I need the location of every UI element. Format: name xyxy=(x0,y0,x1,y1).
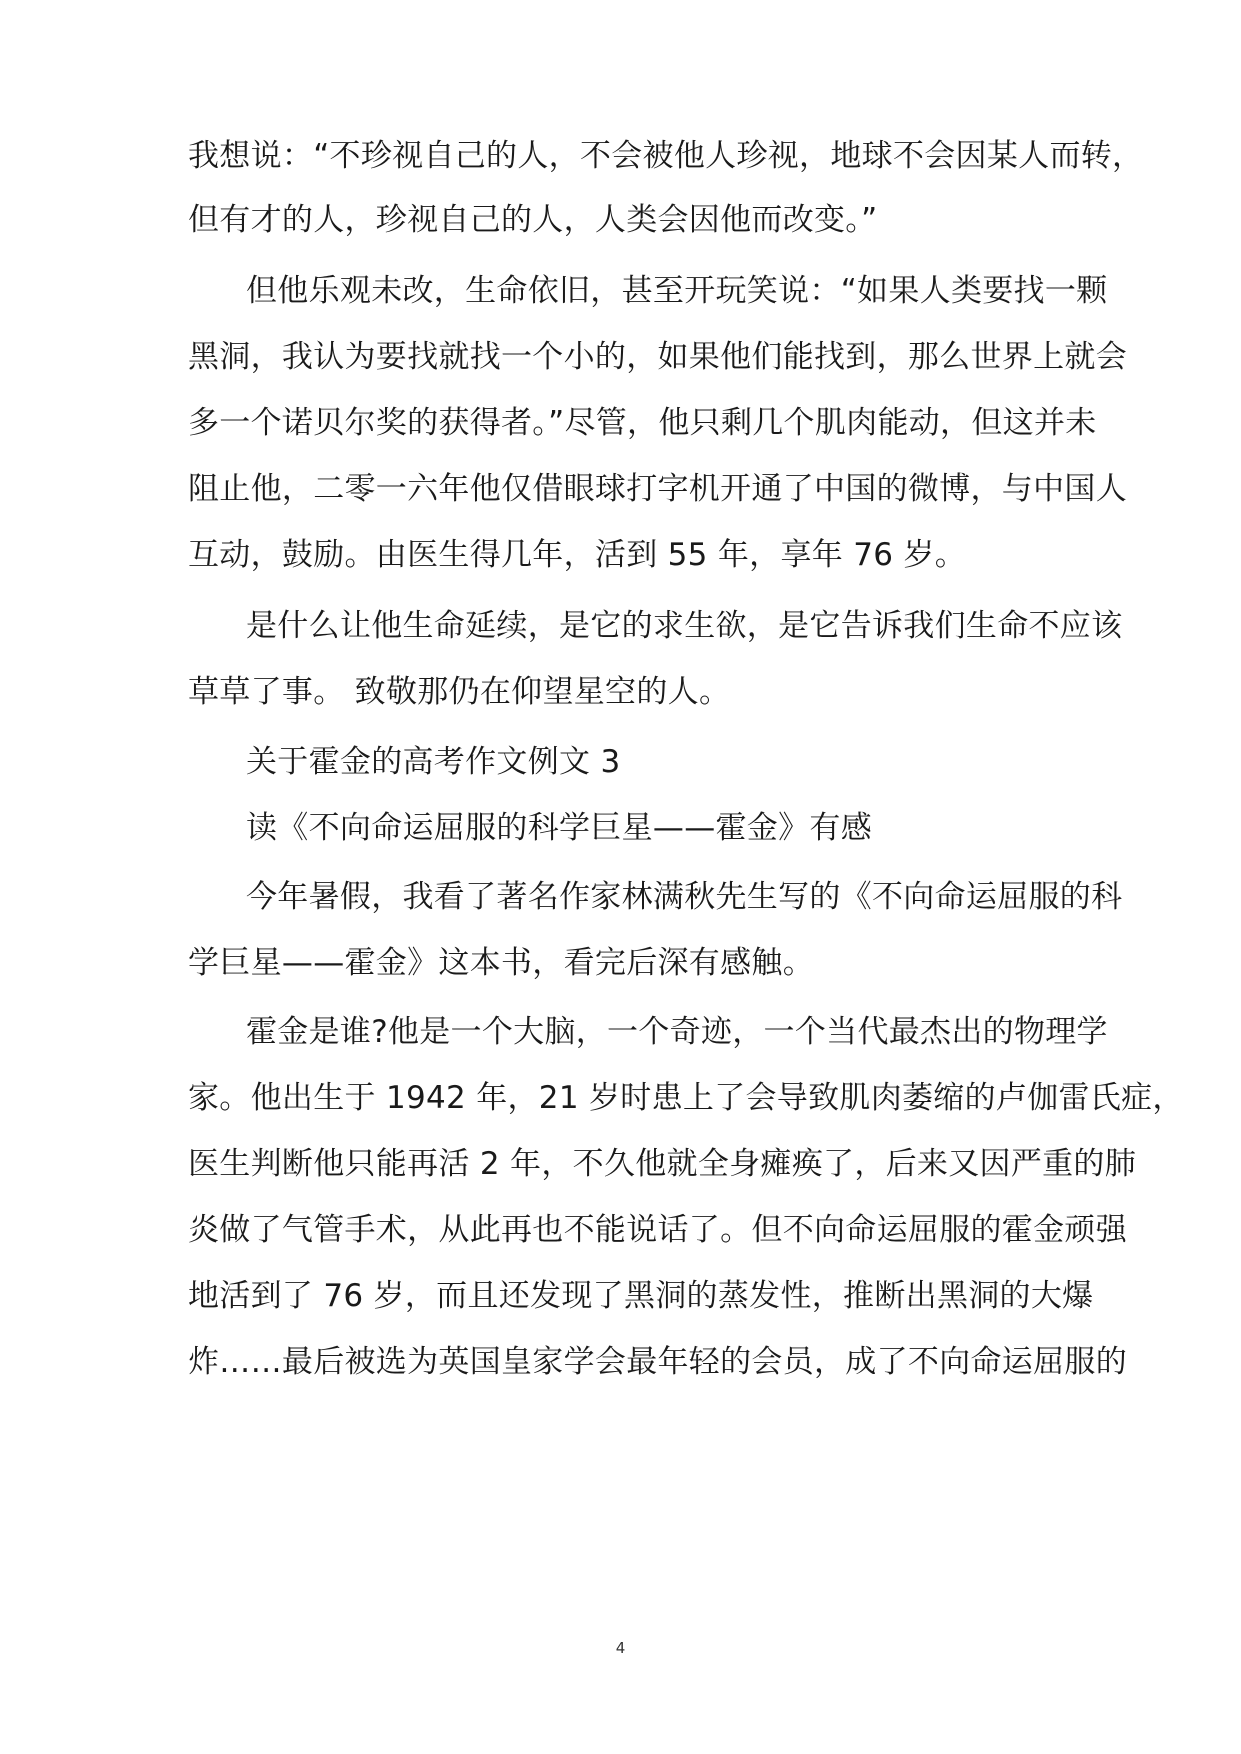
text-line: 但有才的人，珍视自己的人，人类会因他而改变。” xyxy=(188,202,878,238)
text-line: 草草了事。 致敬那仍在仰望星空的人。 xyxy=(188,674,731,710)
text-line: 炸……最后被选为英国皇家学会最年轻的会员，成了不向命运屈服的 xyxy=(188,1344,1127,1380)
text-line: 互动，鼓励。由医生得几年，活到 55 年，享年 76 岁。 xyxy=(188,537,967,573)
text-line: 家。他出生于 1942 年，21 岁时患上了会导致肌肉萎缩的卢伽雷氏症， xyxy=(188,1080,1184,1116)
text-line: 炎做了气管手术，从此再也不能说话了。但不向命运屈服的霍金顽强 xyxy=(188,1212,1127,1248)
section-heading: 关于霍金的高考作文例文 3 xyxy=(246,744,621,780)
essay-title: 读《不向命运屈服的科学巨星——霍金》有感 xyxy=(246,810,872,846)
text-line: 是什么让他生命延续，是它的求生欲，是它告诉我们生命不应该 xyxy=(246,608,1123,644)
text-line: 地活到了 76 岁，而且还发现了黑洞的蒸发性，推断出黑洞的大爆 xyxy=(188,1278,1094,1314)
text-line: 阻止他，二零一六年他仅借眼球打字机开通了中国的微博，与中国人 xyxy=(188,471,1127,507)
text-line: 今年暑假，我看了著名作家林满秋先生写的《不向命运屈服的科 xyxy=(246,879,1123,915)
text-line: 但他乐观未改，生命依旧，甚至开玩笑说：“如果人类要找一颗 xyxy=(246,273,1108,309)
page-number: 4 xyxy=(615,1639,626,1657)
text-line: 多一个诺贝尔奖的获得者。”尽管，他只剩几个肌肉能动，但这并未 xyxy=(188,405,1097,441)
text-line: 我想说：“不珍视自己的人，不会被他人珍视，地球不会因某人而转， xyxy=(188,138,1144,174)
text-line: 霍金是谁?他是一个大脑，一个奇迹，一个当代最杰出的物理学 xyxy=(246,1014,1108,1050)
text-line: 黑洞，我认为要找就找一个小的，如果他们能找到，那么世界上就会 xyxy=(188,339,1127,375)
text-line: 学巨星——霍金》这本书，看完后深有感触。 xyxy=(188,945,814,981)
text-line: 医生判断他只能再活 2 年，不久他就全身瘫痪了，后来又因严重的肺 xyxy=(188,1146,1137,1182)
